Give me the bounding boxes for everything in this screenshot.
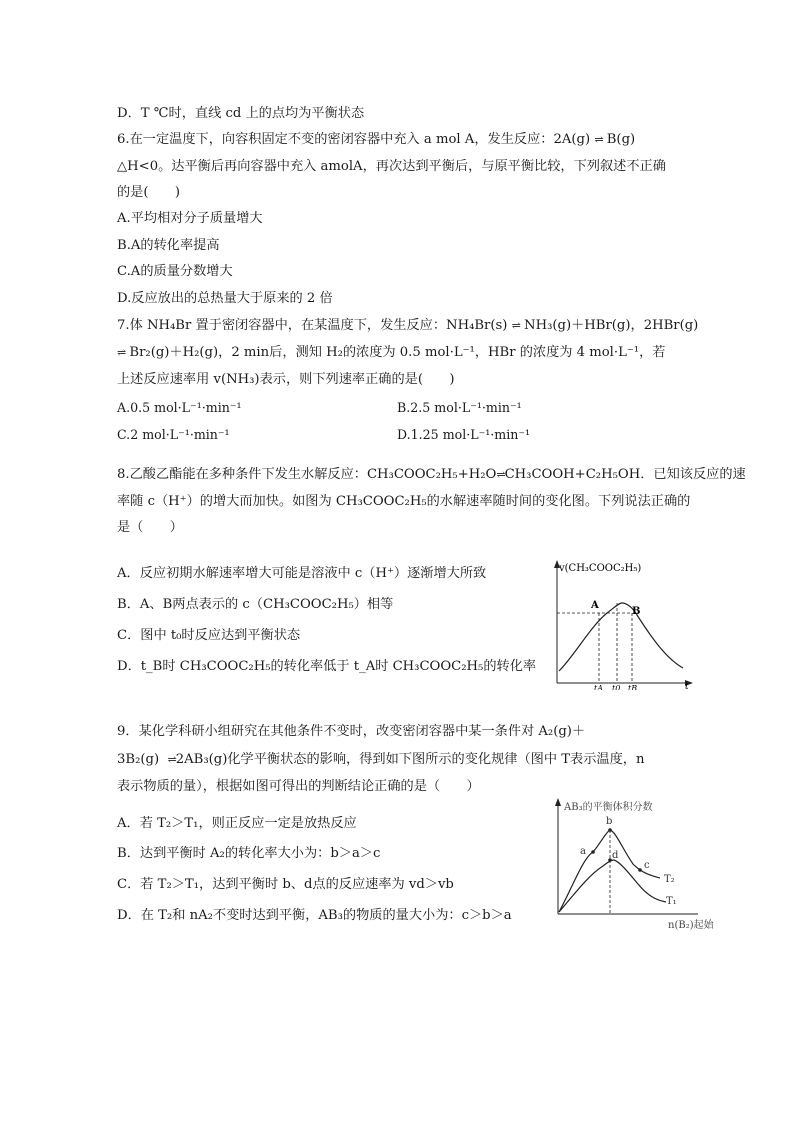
q9-point-b: b [606, 816, 613, 827]
q9-curve-t1 [559, 860, 666, 912]
q6-stem-line3: 的是( ) [117, 185, 181, 200]
q8-rate-time-figure [545, 555, 695, 690]
q9-y-label: AB₃的平衡体积分数 [564, 802, 653, 813]
q9-stem-line1: 9．某化学科研小组研究在其他条件不变时，改变密闭容器中某一条件对 A₂(g)＋ [117, 724, 586, 739]
q9-option-d: D．在 T₂和 nA₂不变时达到平衡，AB₃的物质的量大小为：c＞b＞a [117, 908, 512, 923]
q9-x-label: n(B₂)起始 [668, 920, 714, 931]
q9-option-b: B．达到平衡时 A₂的转化率大小为：b＞a＞c [117, 846, 381, 861]
q8-tick-ta: tA [594, 684, 603, 690]
q9-stem-line2: 3B₂(g) ⇌2AB₃(g)化学平衡状态的影响，得到如下图所示的变化规律（图中 T表示温度，n [117, 750, 644, 770]
q7-option-b: B.2.5 mol·L⁻¹·min⁻¹ [397, 400, 522, 415]
q7-option-a: A.0.5 mol·L⁻¹·min⁻¹ [117, 400, 242, 415]
q6-option-c: C.A的质量分数增大 [117, 264, 233, 279]
q8-option-b: B．A、B两点表示的 c（CH₃COOC₂H₅）相等 [117, 597, 394, 612]
q8-tick-tb: tB [628, 684, 638, 690]
q9-point-d: d [612, 850, 619, 861]
q7-stem-line1: 7.体 NH₄Br 置于密闭容器中，在某温度下，发生反应：NH₄Br(s) ⇌ NH₃(g)＋HBr(g)，2HBr(g) [117, 316, 698, 336]
q9-point-c: c [644, 860, 650, 871]
equilibrium-arrow-icon: ⇌ [594, 133, 603, 146]
equilibrium-arrow-icon: ⇌ [117, 346, 126, 359]
q8-option-a: A．反应初期水解速率增大可能是溶液中 c（H⁺）逐渐增大所致 [117, 566, 487, 581]
q9-point-c-dot [638, 868, 642, 872]
q9-label-t1: T₁ [666, 896, 677, 907]
q8-option-c: C．图中 t₀时反应达到平衡状态 [117, 628, 301, 643]
q9-y-axis-arrow-icon [555, 798, 561, 806]
q5-option-d: D．T ℃时，直线 cd 上的点均为平衡状态 [117, 106, 365, 121]
q6-stem-line2: △H<0。达平衡后再向容器中充入 amolA，再次达到平衡后，与原平衡比较，下列叙述不正确 [117, 159, 666, 174]
q6-option-b: B.A的转化率提高 [117, 238, 220, 253]
q9-option-a: A．若 T₂＞T₁，则正反应一定是放热反应 [117, 816, 357, 831]
q8-option-d: D．t_B时 CH₃COOC₂H₅的转化率低于 t_A时 CH₃COOC₂H₅的转化率 [117, 659, 537, 674]
q6-option-a: A.平均相对分子质量增大 [117, 211, 263, 226]
q6-option-d: D.反应放出的总热量大于原来的 2 倍 [117, 291, 333, 306]
equilibrium-arrow-icon: ⇌ [511, 319, 520, 332]
q9-equilibrium-figure [548, 796, 728, 931]
equilibrium-arrow-icon: ⇌ [496, 468, 505, 481]
q8-tick-t0: t0 [612, 684, 621, 690]
equilibrium-arrow-icon: ⇌ [167, 753, 176, 766]
q9-label-t2: T₂ [664, 874, 675, 885]
q9-option-c: C．若 T₂＞T₁，达到平衡时 b、d点的反应速率为 vd＞vb [117, 877, 454, 892]
q9-point-b-dot [608, 828, 612, 832]
q8-stem-line1: 8.乙酸乙酯能在多种条件下发生水解反应：CH₃COOC₂H₅+H₂O⇌CH₃COOH+C₂H₅OH．已知该反应的速 [117, 465, 746, 485]
q9-point-a: a [580, 846, 586, 857]
q8-x-label: t [685, 682, 689, 690]
q8-stem-line3: 是（ ） [117, 520, 183, 535]
q6-stem-line1: 6.在一定温度下，向容积固定不变的密闭容器中充入 a mol A，发生反应：2A(g) ⇌ B(g) [117, 130, 635, 150]
q9-point-a-dot [591, 850, 595, 854]
q7-stem-line3: 上述反应速率用 v(NH₃)表示，则下列速率正确的是( ) [117, 372, 455, 387]
q8-point-a: A [591, 600, 599, 611]
q8-y-label: v(CH₃COOC₂H₅) [559, 563, 642, 574]
q9-curve-t2 [559, 830, 660, 912]
q7-stem-line2: ⇌ Br₂(g)＋H₂(g)，2 min后，测知 H₂的浓度为 0.5 mol·L⁻¹，HBr 的浓度为 4 mol·L⁻¹，若 [117, 343, 665, 363]
q9-stem-line3: 表示物质的量），根据如图可得出的判断结论正确的是（ ） [117, 779, 480, 794]
q8-stem-line2: 率随 c（H⁺）的增大而加快。如图为 CH₃COOC₂H₅的水解速率随时间的变化图。下列说法正确的 [117, 494, 691, 509]
q7-option-d: D.1.25 mol·L⁻¹·min⁻¹ [397, 427, 531, 442]
q7-option-c: C.2 mol·L⁻¹·min⁻¹ [117, 427, 230, 442]
q8-point-b: B [632, 606, 641, 617]
